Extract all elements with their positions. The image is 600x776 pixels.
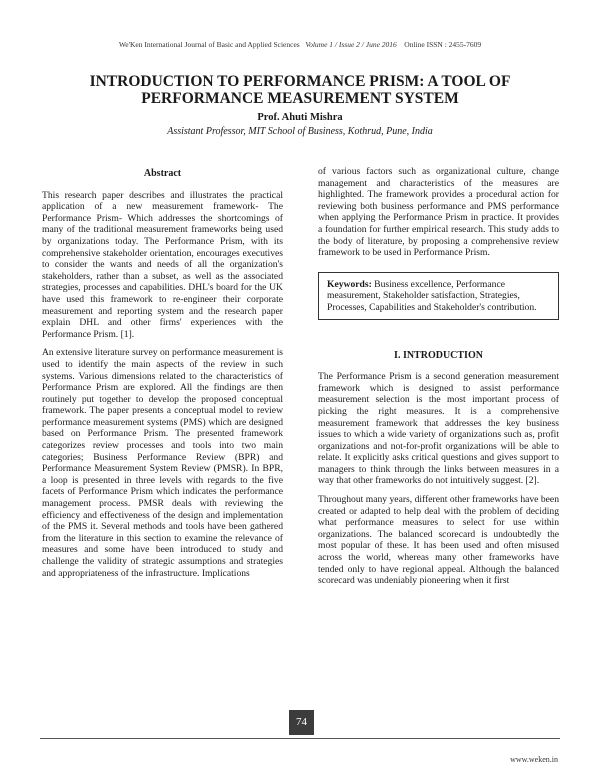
footer-divider: [40, 738, 560, 739]
keywords-label: Keywords:: [327, 278, 372, 290]
abstract-heading: Abstract: [143, 168, 182, 179]
keywords-box: [318, 272, 559, 320]
footer-url: www.weken.in: [510, 755, 558, 764]
author-affiliation: Assistant Professor, MIT School of Business, Kothrud, Pune, India: [167, 126, 433, 137]
journal-header: [0, 40, 600, 49]
author-name: Prof. Ahuti Mishra: [257, 112, 343, 123]
title-line-2: PERFORMANCE MEASUREMENT SYSTEM: [141, 90, 459, 107]
abstract-paragraph-1: This research paper describes and illustrates the practical application of a new measurement framework- The Performance Prism- Which addresses the shortcomings of many of the traditional measurement frameworks being used by organizations today. The Performance Prism, with its comprehensive stakeholder orientation, encourages executives to consider the wants and needs of all the organization's stakeholders, rather than a subset, as well as the associated strategies, processes and capabilities. DHL's board for the UK have used this framework to re-engineer their corporate measurement and reporting system and the research paper explain DHL and other firms' experiences with the Performance Prism. [1].: [42, 189, 283, 340]
abstract-paragraph-2: An extensive literature survey on performance measurement is used to identify the main aspects of the review in such systems. Various dimensions related to the characteristics of Performance Prism are explored. All the findings are then routinely put together to develop the proposed conceptual framework. The paper presents a conceptual model to review performance measurement systems (PMS) which are designed based on Performance Prism. The presented framework categorizes review processes and tools into two main categories; Business Performance Review (BPR) and Performance Measurement System Review (PMSR). In BPR, a loop is presented in three levels with regards to the five facets of Performance Prism which indicates the performance management process. PMSR deals with reviewing the efficiency and effectiveness of the design and implementation of the PMS it. Several methods and tools have been gathered from the literature in this section to examine the relevance of measures and some have been introduced to study and challenge the validity of strategic assumptions and strategies and appropriateness of the infrastructure. Implications: [42, 347, 283, 579]
title-line-1: INTRODUCTION TO PERFORMANCE PRISM: A TOOL OF: [89, 73, 511, 90]
journal-issue: Volume 1 / Issue 2 / June 2016: [305, 40, 397, 49]
journal-issn: Online ISSN : 2455-7609: [404, 40, 482, 49]
introduction-paragraph-2: Throughout many years, different other frameworks have been created or adapted to help deal with the problem of deciding what performance measures to select for use within organizations. The balanced scorecard is undoubtedly the most popular of these. It has been used and often misused across the world, whereas many other frameworks have tended only to have regional appeal. Although the balanced scorecard was undeniably pioneering when it first: [318, 494, 559, 587]
left-column: [42, 168, 283, 586]
introduction-paragraph-1: The Performance Prism is a second generation measurement framework which is designed to assist performance measurement selection is the most important process of picking the right measures. It is a comprehensive measurement framework that addresses the key business issues to which a wide variety of organizations such as, profit organizations and not-for-profit organizations will be able to relate. It explicitly asks critical questions and gives support to managers to think through the links between measures in a way that other frameworks do not intuitively suggest. [2].: [318, 371, 559, 487]
introduction-heading: I. INTRODUCTION: [394, 349, 483, 361]
journal-name: We'Ken International Journal of Basic and Applied Sciences: [118, 40, 300, 49]
page-number: 74: [289, 710, 314, 735]
right-column: [318, 166, 559, 594]
paper-title: [40, 73, 560, 107]
abstract-paragraph-2-continued: of various factors such as organizational culture, change management and characteristics of the measures are highlighted. The framework provides a procedural action for reviewing both business performance and PMS performance when applying the Performance Prism in practice. It provides a foundation for further empirical research. This study adds to the body of literature, by proposing a comprehensive review framework to be used in Performance Prism.: [318, 166, 559, 259]
keywords-text: Business excellence, Performance measurement, Stakeholder satisfaction, Strategies, Processes, Capabilities and Stakeholder's contribution.: [327, 278, 537, 313]
